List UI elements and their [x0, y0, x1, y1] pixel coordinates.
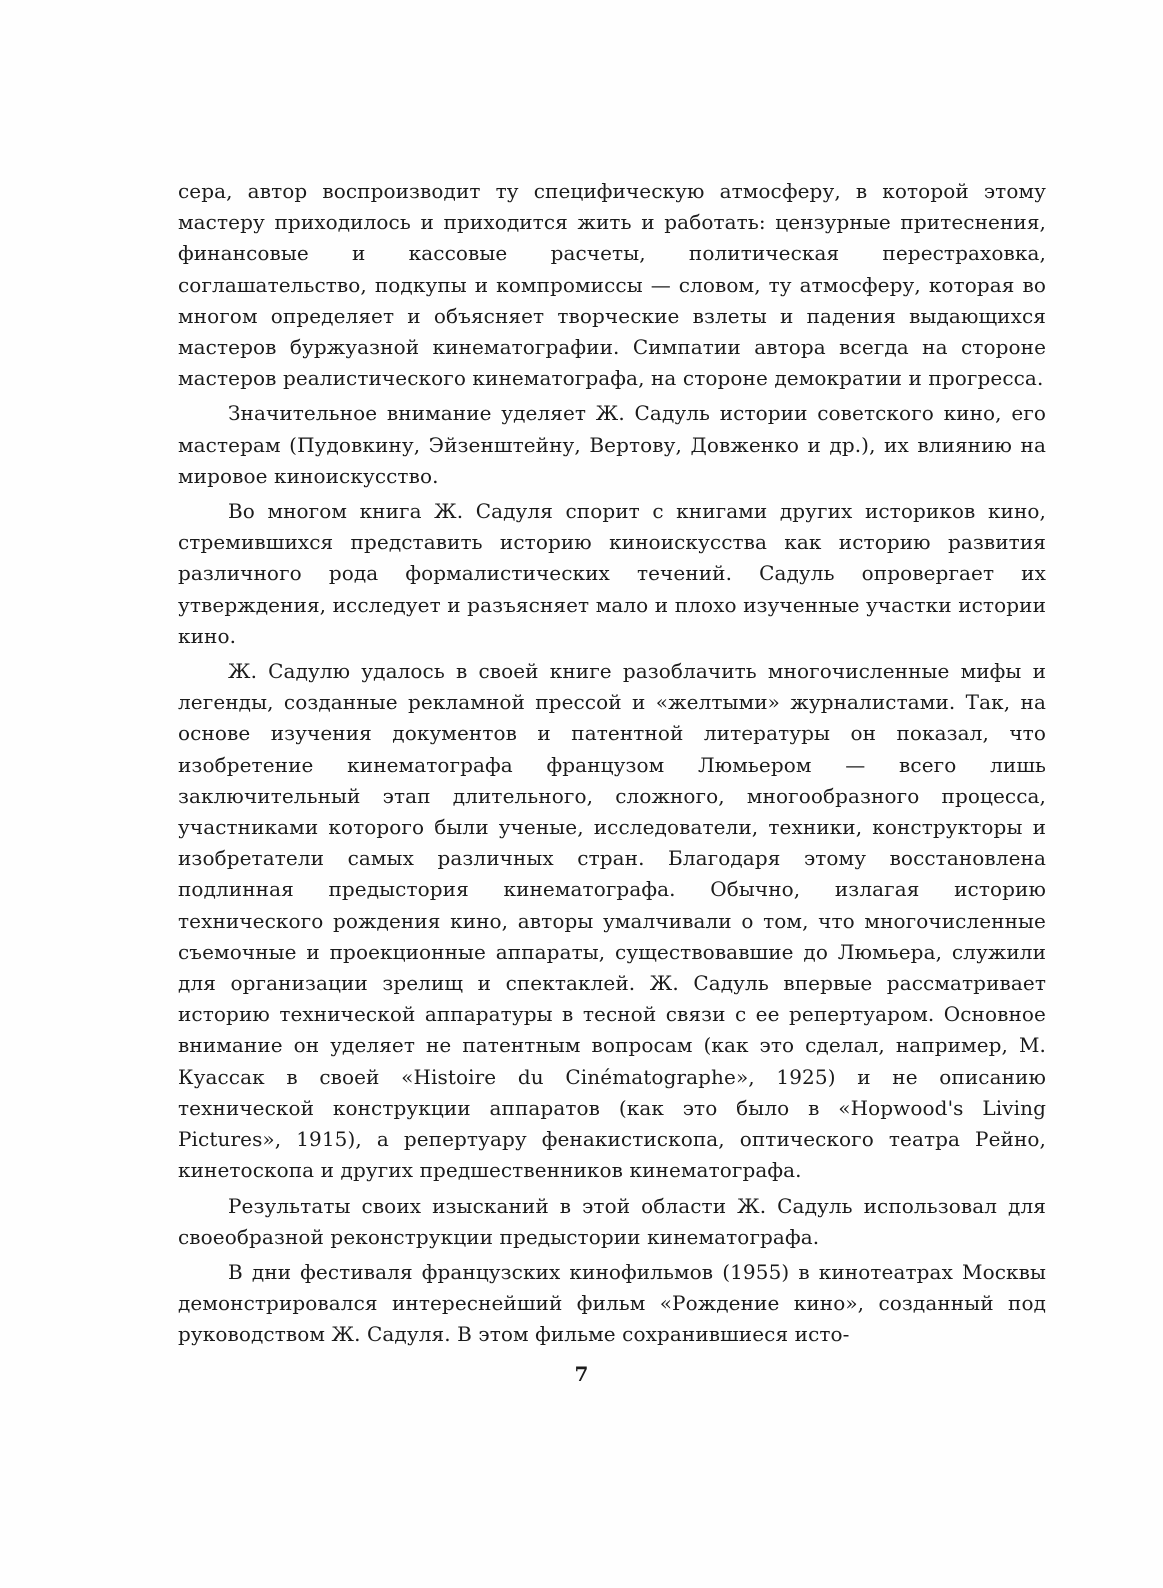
- paragraph-historians-debate: Во многом книга Ж. Садуля спорит с книгами других историков кино, стремившихся представить историю киноискусства как историю развития различного рода формалистических течений. Садуль опровергает их утверждения, исследует и разъясняет мало и плохо изученные участки истории кино.: [178, 499, 1046, 648]
- paragraph-soviet-cinema: Значительное внимание уделяет Ж. Садуль истории советского кино, его мастерам (Пудовкину, Эйзенштейну, Вертову, Довженко и др.), их влиянию на мировое киноискусство.: [178, 401, 1046, 488]
- paragraph-festival-film: В дни фестиваля французских кинофильмов (1955) в кинотеатрах Москвы демонстрировался интереснейший фильм «Рождение кино», созданный под руководством Ж. Садуля. В этом фильме сохранившиеся исто-: [178, 1259, 1046, 1347]
- paragraph-myths-prehistory: Ж. Садулю удалось в своей книге разоблачить многочисленные мифы и легенды, созданные рекламной прессой и «желтыми» журналистами. Так, на основе изучения документов и патентной литературы он показал, что изобретение кинематографа французом Люмьером — всего лишь заключительный этап длительного, сложного, многообразного процесса, участниками которого были ученые, исследователи, техники, конструкторы и изобретатели самых различных стран. Благодаря этому восстановлена подлинная предыстория кинематографа. Обычно, излагая историю технического рождения кино, авторы умалчивали о том, что многочисленные съемочные и проекционные аппараты, существовавшие до Люмьера, служили для организации зрелищ и спектаклей. Ж. Садуль впервые рассматривает историю технической аппаратуры в тесной связи с ее репертуаром. Основное внимание он уделяет не патентным вопросам (как это сделал, например, М. Куассак в своей «Histoire du Cinématographe», 1925) и не описанию технической конструкции аппаратов (как это было в «Hopwood's Living Pictures», 1915), а репертуару фенакистископа, оптического театра Рейно, кинетоскопа и других предшественников кинематографа.: [178, 659, 1046, 1183]
- paragraph-research-results: Результаты своих изысканий в этой области Ж. Садуль использовал для своеобразной реконструкции предыстории кинематографа.: [178, 1193, 1046, 1249]
- body-text: [178, 176, 1046, 1351]
- paragraph-continuation: сера, автор воспроизводит ту специфическую атмосферу, в которой этому мастеру приходилось и приходится жить и работать: цензурные притеснения, финансовые и кассовые расчеты, политическая перестраховка, соглашательство, подкупы и компромиссы — словом, ту атмосферу, которая во многом определяет и объясняет творческие взлеты и падения выдающихся мастеров буржуазной кинематографии. Симпатии автора всегда на стороне мастеров реалистического кинематографа, на стороне демократии и прогресса.: [178, 179, 1046, 391]
- page-number: 7: [574, 1362, 589, 1386]
